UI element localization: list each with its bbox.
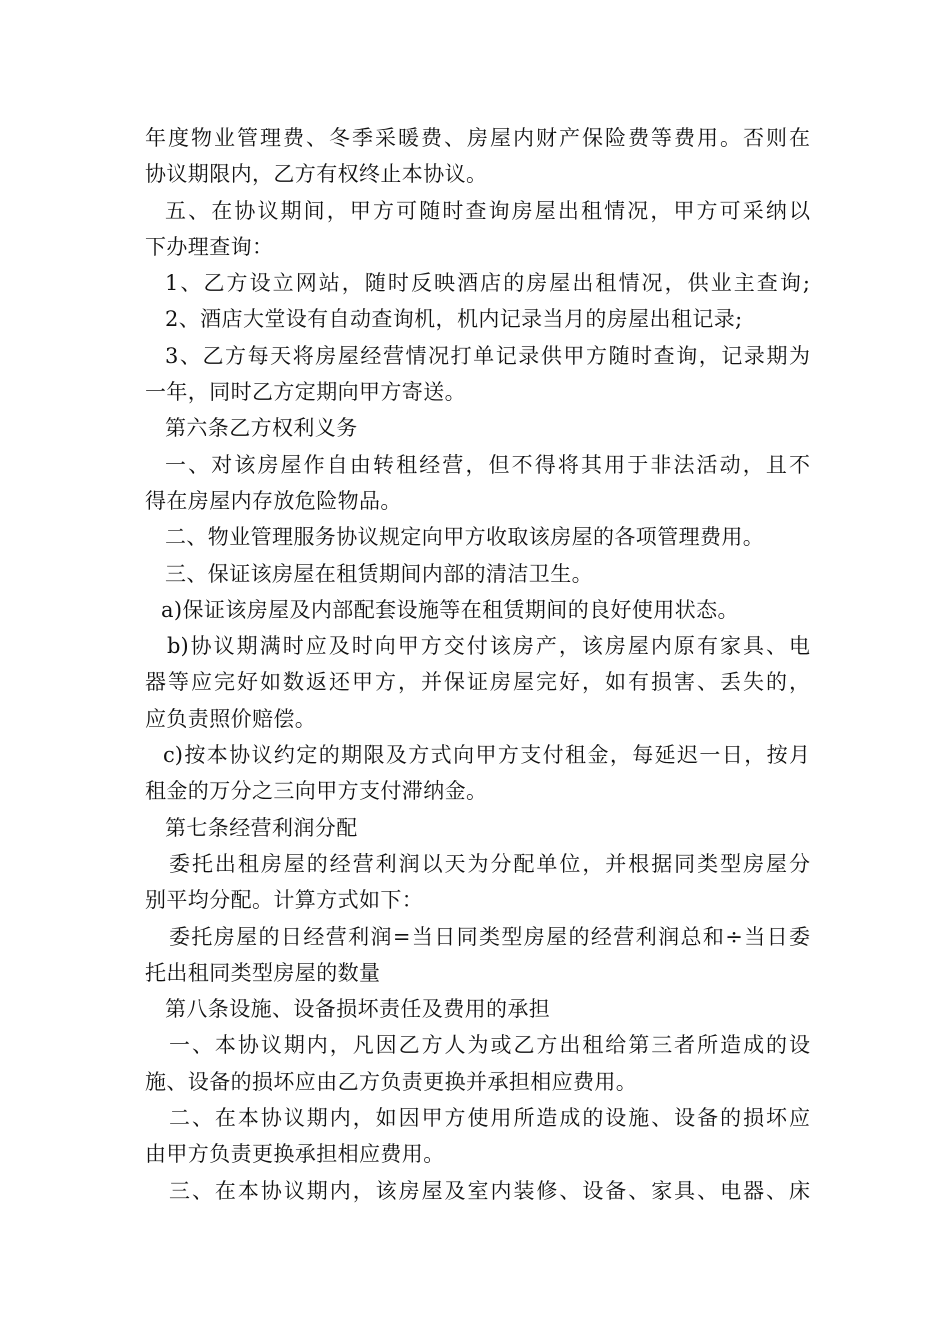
paragraph-line: 器等应完好如数返还甲方，并保证房屋完好，如有损害、丢失的，: [145, 670, 810, 695]
formula-line: 委托房屋的日经营利润=当日同类型房屋的经营利润总和÷当日委: [169, 924, 810, 949]
section-heading: 第六条乙方权利义务: [165, 416, 358, 441]
paragraph-line: 施、设备的损坏应由乙方负责更换并承担相应费用。: [145, 1069, 638, 1094]
paragraph-line: 协议期限内，乙方有权终止本协议。: [145, 162, 488, 187]
paragraph-line: 得在房屋内存放危险物品。: [145, 488, 402, 513]
clause-line: 一、对该房屋作自由转租经营，但不得将其用于非法活动，且不: [165, 452, 810, 477]
section-heading: 第八条设施、设备损坏责任及费用的承担: [165, 997, 551, 1022]
clause-line: 三、保证该房屋在租赁期间内部的清洁卫生。: [165, 561, 593, 586]
paragraph-line: 下办理查询：: [145, 234, 274, 259]
list-item: 2、酒店大堂设有自动查询机，机内记录当月的房屋出租记录;: [165, 307, 743, 332]
clause-line: 二、在本协议期内，如因甲方使用所造成的设施、设备的损坏应: [169, 1106, 810, 1131]
section-heading: 第七条经营利润分配: [165, 815, 358, 840]
paragraph-line: 年度物业管理费、冬季采暖费、房屋内财产保险费等费用。否则在: [145, 126, 810, 150]
formula-line: 托出租同类型房屋的数量: [145, 960, 381, 985]
clause-line: 三、在本协议期内，该房屋及室内装修、设备、家具、电器、床: [169, 1178, 810, 1203]
list-item: 3、乙方每天将房屋经营情况打单记录供甲方随时查询，记录期为: [165, 343, 810, 368]
clause-line: 一、本协议期内，凡因乙方人为或乙方出租给第三者所造成的设: [169, 1033, 810, 1058]
list-item: 1、乙方设立网站，随时反映酒店的房屋出租情况，供业主查询;: [165, 271, 810, 296]
paragraph-line: 由甲方负责更换承担相应费用。: [145, 1142, 445, 1167]
clause-line: 二、物业管理服务协议规定向甲方收取该房屋的各项管理费用。: [165, 525, 765, 550]
list-item: b)协议期满时应及时向甲方交付该房产，该房屋内原有家具、电: [167, 634, 810, 659]
document-body: [145, 120, 810, 1209]
clause-line: 五、在协议期间，甲方可随时查询房屋出租情况，甲方可采纳以: [165, 198, 810, 223]
paragraph-line: 租金的万分之三向甲方支付滞纳金。: [145, 779, 488, 804]
paragraph-line: 应负责照价赔偿。: [145, 706, 317, 731]
list-item: c)按本协议约定的期限及方式向甲方支付租金，每延迟一日，按月: [163, 743, 810, 768]
paragraph-line: 别平均分配。计算方式如下：: [145, 888, 424, 913]
clause-line: 委托出租房屋的经营利润以天为分配单位，并根据同类型房屋分: [169, 851, 810, 876]
list-item: a)保证该房屋及内部配套设施等在租赁期间的良好使用状态。: [161, 597, 739, 622]
paragraph-line: 一年，同时乙方定期向甲方寄送。: [145, 380, 466, 405]
